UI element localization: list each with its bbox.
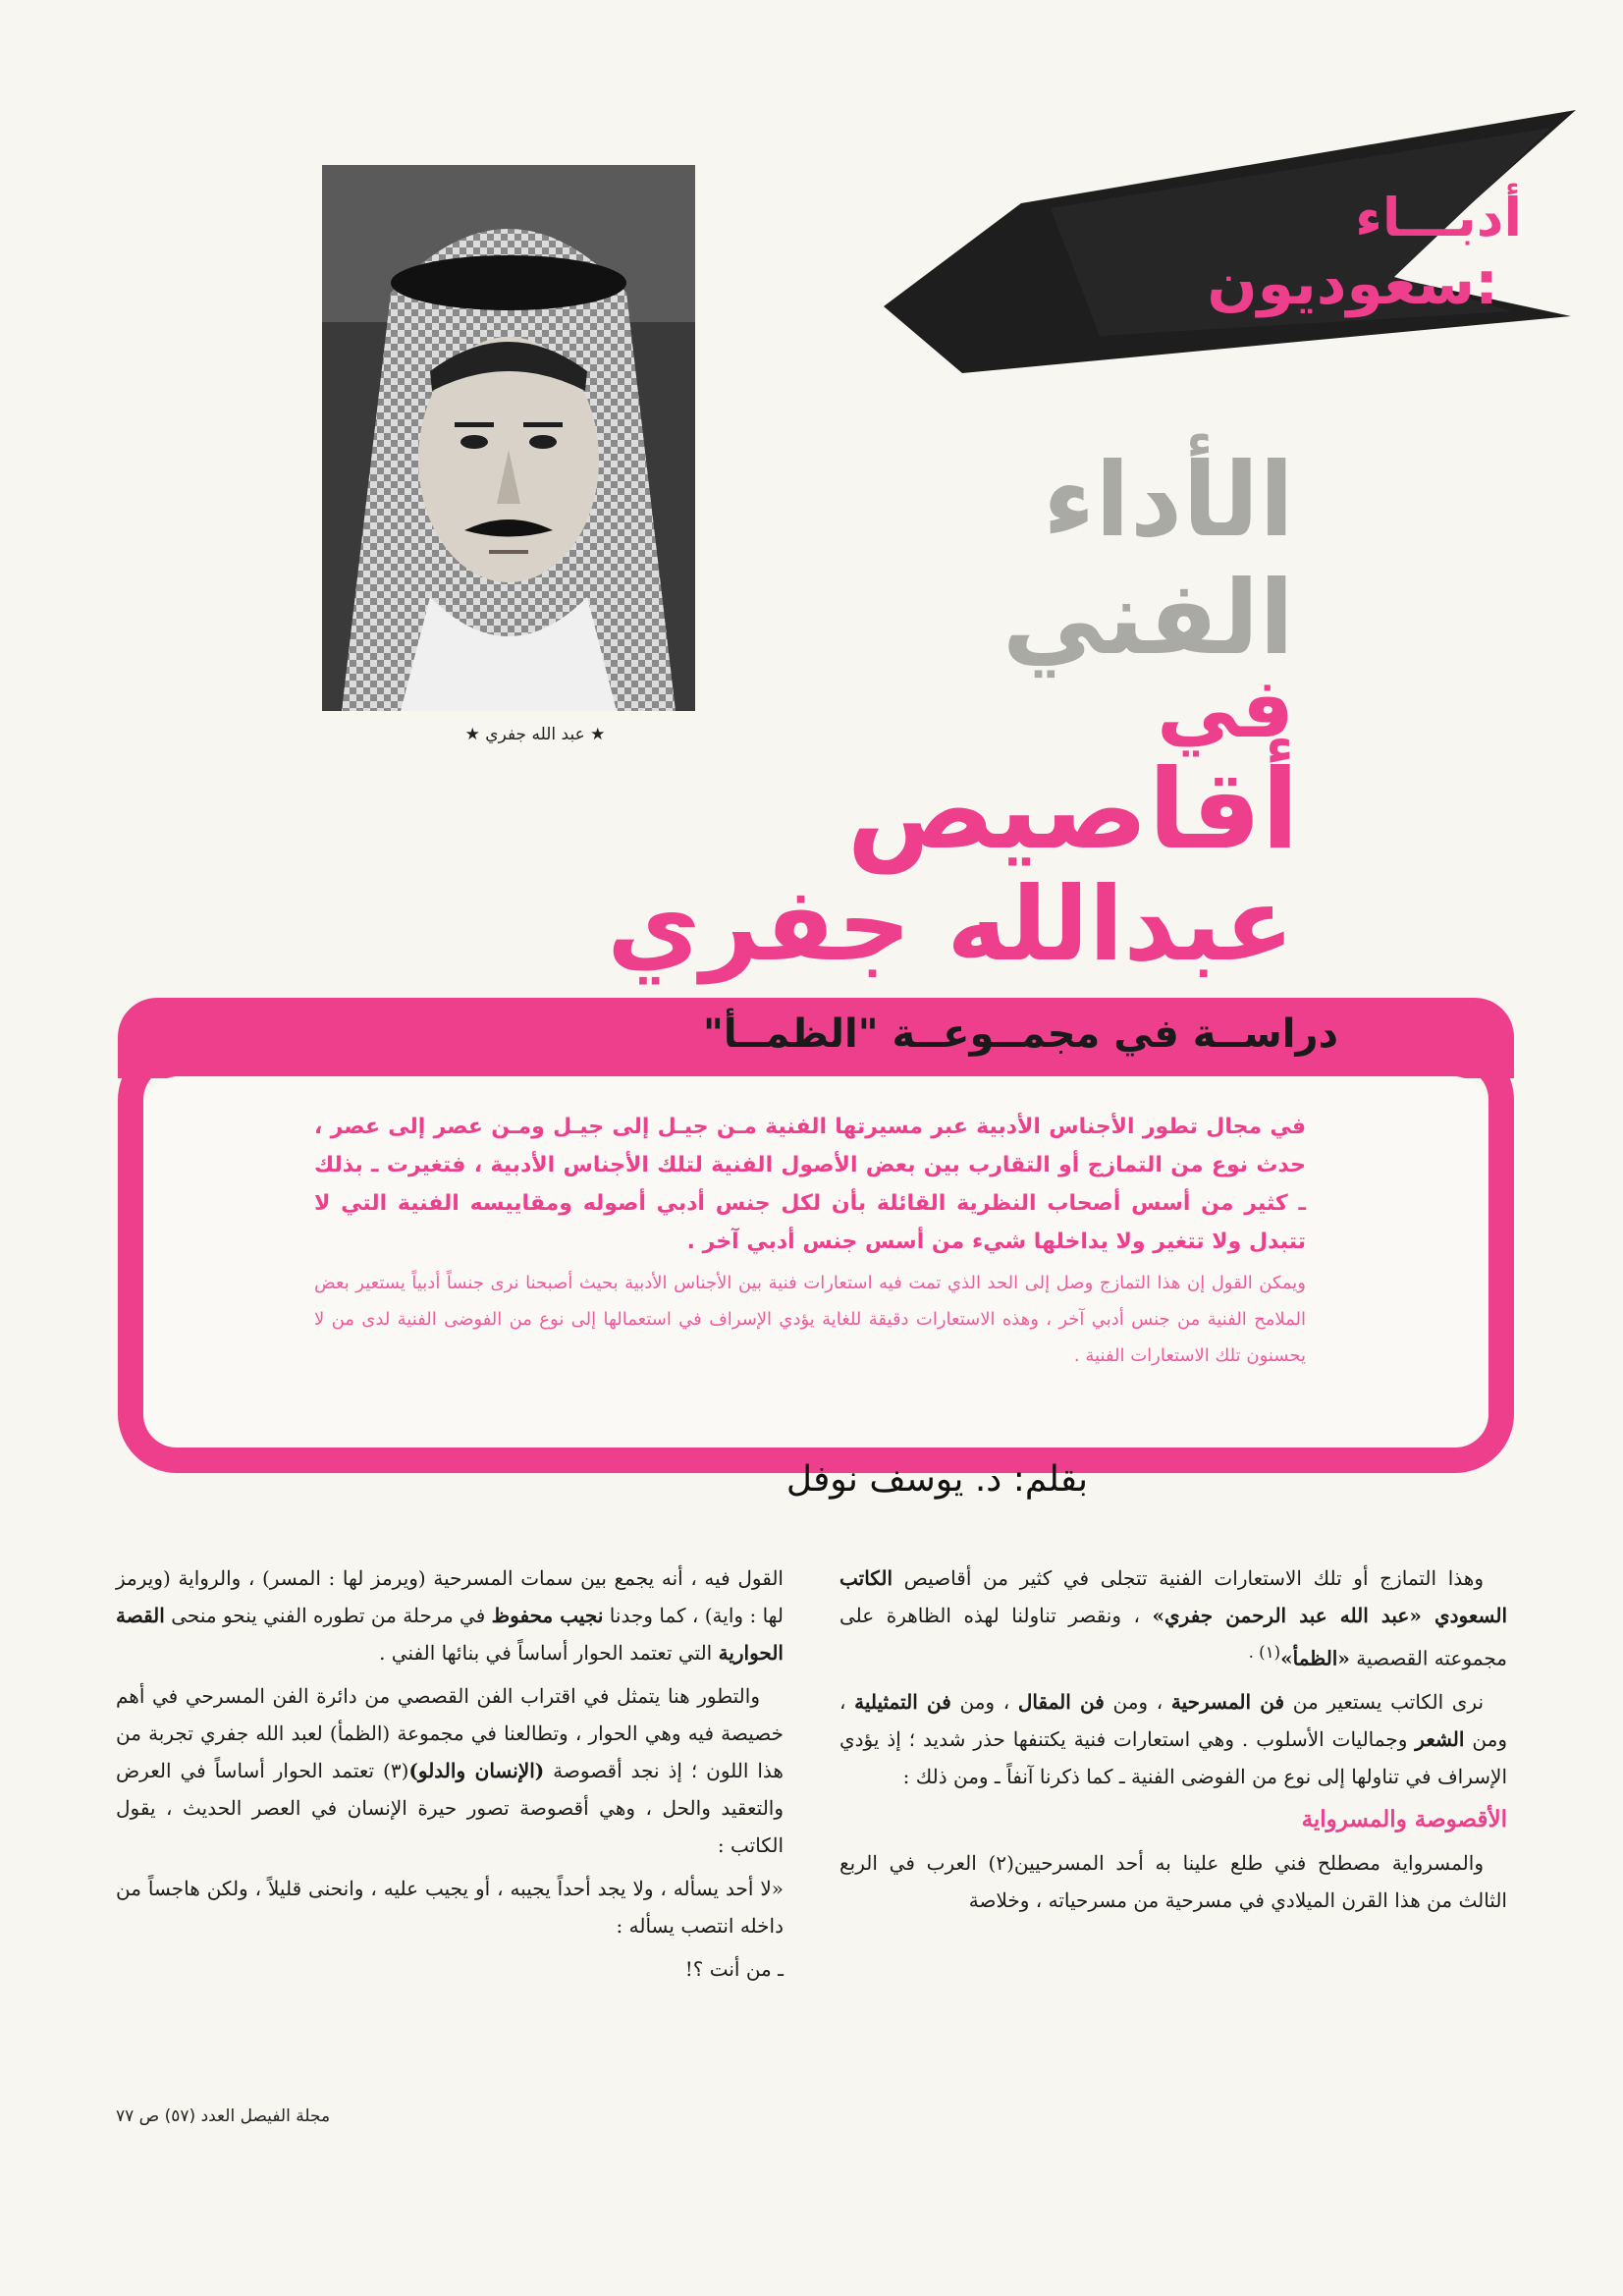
footnote-ref: (١) .	[1248, 1643, 1281, 1662]
paragraph	[116, 1677, 784, 1864]
intro-text	[314, 1108, 1306, 1374]
text-run: وهذا التمازج أو تلك الاستعارات الفنية تتجلى في كثير من أقاصيص	[893, 1566, 1484, 1590]
title-line-4: أقاصيص	[846, 746, 1299, 874]
quote-line: «لا أحد يسأله ، ولا يجد أحداً يجيبه ، أو يجيب عليه ، وانحنى قليلاً ، ولكن هاجساً من داخله انتصب يسأله :	[116, 1877, 784, 1938]
text-run: ، ومن	[839, 1689, 1507, 1751]
text-run: (٣) تعتمد الحوار أساساً في العرض والتعقيد والحل ، وهي أقصوصة تصور حيرة الإنسان في العصر الحديث ، يقول الكاتب :	[116, 1759, 784, 1857]
text-run: التي تعتمد الحوار أساساً في بنائها الفني .	[379, 1641, 719, 1665]
author-byline: بقلم: د. يوسف نوفل	[785, 1459, 1088, 1500]
paragraph: والمسرواية مصطلح فني طلع علينا به أحد المسرحيين(٢) العرب في الربع الثالث من هذا القرن الميلادي في مسرحية من مسرحياته ، وخلاصة	[839, 1850, 1507, 1912]
author-photo	[322, 165, 695, 711]
subtitle: دراســة في مجمــوعــة "الظمــأ"	[703, 1011, 1338, 1057]
text-run: ، ومن	[950, 1689, 1018, 1714]
author-name-bold: الكاتب السعودي «عبد الله عبد الرحمن جفري»	[839, 1566, 1508, 1627]
title-line-2: الفني	[1001, 558, 1294, 678]
term-bold: فن المقال	[1017, 1689, 1105, 1714]
term-bold: القصة الحوارية	[116, 1604, 784, 1665]
header-banner	[884, 110, 1581, 385]
collection-name-bold: «الظمأ»	[1280, 1646, 1350, 1670]
story-title-bold: (الإنسان والدلو)	[408, 1759, 545, 1782]
banner-line-1: أدبـــاء	[1355, 187, 1522, 248]
title-line-5: عبدالله جفري	[607, 864, 1294, 984]
page-footer: مجلة الفيصل العدد (٥٧) ص ٧٧	[116, 2106, 331, 2126]
paragraph	[116, 1559, 784, 1671]
quote-line: ـ من أنت ؟!	[684, 1957, 784, 1981]
paragraph	[839, 1683, 1507, 1795]
photo-caption: ★ عبد الله جفري ★	[464, 725, 606, 744]
text-run: والتطور هنا يتمثل في اقتراب الفن القصصي من دائرة الفن المسرحي في أهم خصيصة فيه وهي الحوار ، وتطالعنا في مجموعة (الظمأ) لعبد الله جفري تجربة من هذا اللون ؛ إذ نجد أقصوصة	[116, 1684, 784, 1782]
term-bold: فن المسرحية	[1170, 1689, 1285, 1714]
text-run: نرى الكاتب يستعير من	[1284, 1689, 1485, 1714]
banner-line-2: سعوديون:	[1207, 249, 1498, 318]
intro-paragraph-2: ويمكن القول إن هذا التمازج وصل إلى الحد الذي تمت فيه استعارات فنية بين الأجناس الأدبية بحيث أصبحنا نرى جنساً أدبياً يستعير بعض الملامح الفنية من جنس أدبي آخر ، وهذه الاستعارات دقيقة للغاية يؤدي الإسراف في استعمالها إلى نوع من الفوضى الفنية لدى من لا يحسنون تلك الاستعارات الفنية .	[314, 1273, 1306, 1366]
title-line-1: الأداء	[1043, 440, 1294, 560]
text-run: في مرحلة من تطوره الفني ينحو منحى	[164, 1604, 492, 1627]
text-run: ، ونقصر تناولنا لهذه الظاهرة على مجموعته القصصية	[839, 1604, 1507, 1670]
text-run: ، ومن	[1104, 1689, 1171, 1714]
body-column-left	[116, 1559, 784, 1994]
body-column-right	[839, 1559, 1507, 1925]
title-line-3: في	[1157, 660, 1294, 756]
intro-paragraph-1: في مجال تطور الأجناس الأدبية عبر مسيرتها الفنية مـن جيـل إلى جيـل ومـن عصر إلى عصر ، حدث نوع من التمازج أو التقارب بين بعض الأصول الفنية لتلك الأجناس الأدبية ، فتغيرت ـ بذلك ـ كثير من أسس أصحاب النظرية القائلة بأن لكل جنس أدبي أصوله ومقاييسه الفنية التي لا تتبدل ولا تتغير ولا يداخلها شيء من أسس جنس أدبي آخر .	[314, 1115, 1306, 1254]
section-heading: الأقصوصة والمسرواية	[1301, 1805, 1507, 1832]
name-bold: نجيب محفوظ	[491, 1604, 604, 1627]
term-bold: فن التمثيلية	[854, 1689, 951, 1714]
text-run: وجماليات الأسلوب . وهي استعارات فنية يكتنفها حذر شديد ؛ إذ يؤدي الإسراف في تناولها إلى نوع من الفوضى الفنية ـ كما ذكرنا آنفاً ـ ومن ذلك :	[839, 1726, 1507, 1788]
text-run: القول فيه ، أنه يجمع بين سمات المسرحية (ويرمز لها : المسر) ، والرواية (ويرمز لها : واية) ، كما وجدنا	[116, 1566, 784, 1627]
paragraph	[839, 1559, 1507, 1677]
term-bold: الشعر	[1415, 1726, 1465, 1751]
